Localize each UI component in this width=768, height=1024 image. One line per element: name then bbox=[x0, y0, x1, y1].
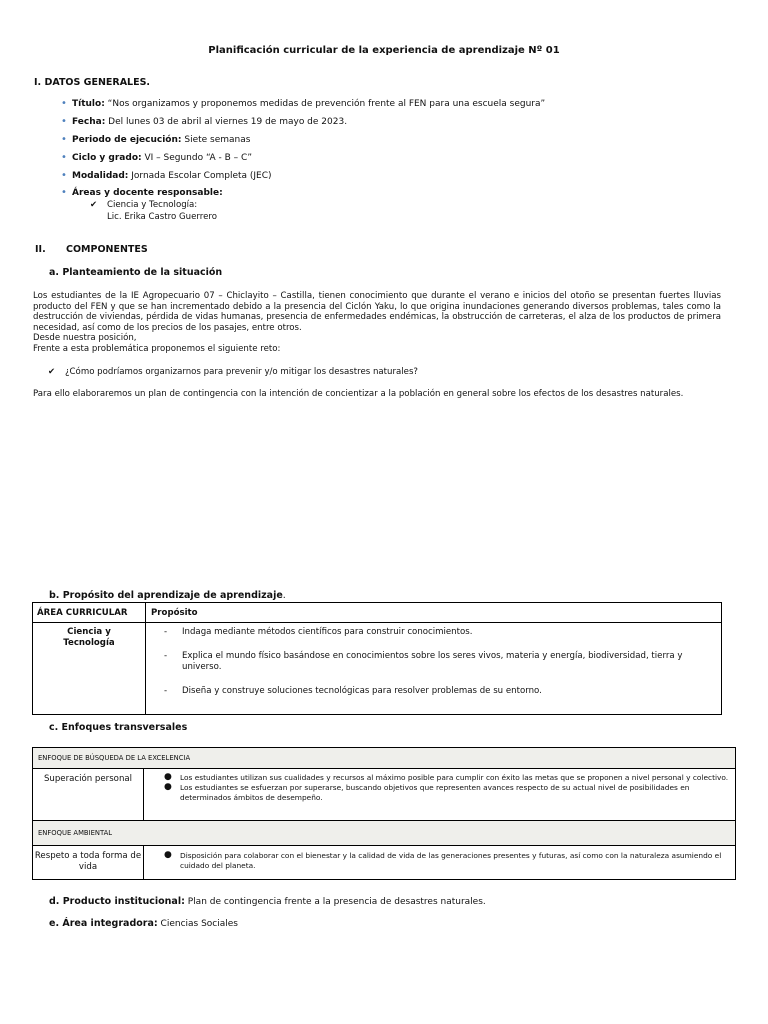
approach-value: Respeto a toda forma de vida bbox=[33, 846, 144, 880]
approach-band: ENFOQUE DE BÚSQUEDA DE LA EXCELENCIA bbox=[33, 748, 736, 769]
challenge-question: ¿Cómo podríamos organizarnos para prevenir y/o mitigar los desastres naturales? bbox=[65, 367, 418, 377]
checkmark-icon: ✔ bbox=[48, 367, 56, 377]
purpose-table bbox=[32, 602, 722, 715]
bullet-icon: ● bbox=[164, 772, 172, 782]
section-heading-componentes: COMPONENTES bbox=[66, 244, 148, 255]
situation-paragraph: Los estudiantes de la IE Agropecuario 07 – Chiclayito – Castilla, tienen conocimiento que durante el verano e inicios del otoño se presentan fuertes lluvias producto del FEN y que se han incrementado debido a la presencia del Ciclón Yaku, lo que origina inundaciones generando diversos problemas, tales como la destrucción de viviendas, pérdida de vidas humanas, presencia de enfermedades endémicas, la obstrucción de carreteras, el alza de los productos de primera necesidad, así como de los precios de los pasajes, entre otros. bbox=[33, 291, 721, 333]
approach-band: ENFOQUE AMBIENTAL bbox=[33, 821, 736, 846]
area-name: Ciencia y Tecnología: bbox=[107, 200, 198, 210]
bullet-icon: • bbox=[61, 152, 67, 163]
section-heading-datos-generales: I. DATOS GENERALES. bbox=[34, 77, 151, 88]
list-item: - Diseña y construye soluciones tecnológicas para resolver problemas de su entorno. bbox=[164, 685, 542, 696]
list-item: - Indaga mediante métodos científicos para construir conocimientos. bbox=[164, 627, 473, 637]
approach-actions bbox=[144, 846, 736, 880]
list-item: - Explica el mundo físico basándose en conocimientos sobre los seres vivos, materia y energía, biodiversidad, tierra y universo. bbox=[164, 650, 683, 672]
integrating-area-line: e. Área integradora: Ciencias Sociales bbox=[49, 918, 238, 929]
table-cell-purposes bbox=[146, 623, 722, 715]
situation-line: Desde nuestra posición, bbox=[33, 333, 137, 343]
subheading-enfoques: c. Enfoques transversales bbox=[49, 722, 188, 733]
subheading-proposito: b. Propósito del aprendizaje de aprendizaje. bbox=[49, 590, 286, 601]
list-item: ● Los estudiantes utilizan sus cualidades y recursos al máximo posible para cumplir con éxito las metas que se proponen a nivel personal y colectivo. bbox=[164, 772, 729, 782]
bullet-icon: • bbox=[61, 116, 67, 127]
closing-paragraph: Para ello elaboraremos un plan de contingencia con la intención de concientizar a la población en general sobre los efectos de los desastres naturales. bbox=[33, 389, 684, 399]
bullet-icon: • bbox=[61, 187, 67, 198]
section-number: II. bbox=[35, 244, 46, 255]
list-item: ● Los estudiantes se esfuerzan por superarse, buscando objetivos que representen avances respecto de su actual nivel de posibilidades en determinados ámbitos de desempeño. bbox=[164, 782, 690, 802]
checkmark-icon: ✔ bbox=[90, 200, 98, 210]
product-line: d. Producto institucional: Plan de contingencia frente a la presencia de desastres naturales. bbox=[49, 896, 486, 907]
bullet-icon: ● bbox=[164, 782, 172, 792]
list-item-titulo: • Título: “Nos organizamos y proponemos medidas de prevención frente al FEN para una escuela segura” bbox=[61, 98, 546, 109]
list-item-periodo: • Periodo de ejecución: Siete semanas bbox=[61, 134, 251, 145]
list-item: ● Disposición para colaborar con el bienestar y la calidad de vida de las generaciones presentes y futuras, así como con la naturaleza asumiendo el cuidado del planeta. bbox=[164, 850, 722, 870]
table-header-proposito: Propósito bbox=[146, 603, 722, 623]
list-item-fecha: • Fecha: Del lunes 03 de abril al viernes 19 de mayo de 2023. bbox=[61, 116, 348, 127]
approach-actions bbox=[144, 769, 736, 821]
approaches-table bbox=[32, 747, 736, 880]
approach-value: Superación personal bbox=[33, 769, 144, 821]
situation-line: Frente a esta problemática proponemos el siguiente reto: bbox=[33, 344, 281, 354]
teacher-name: Lic. Erika Castro Guerrero bbox=[107, 212, 217, 222]
bullet-icon: ● bbox=[164, 850, 172, 860]
list-item-modalidad: • Modalidad: Jornada Escolar Completa (JEC) bbox=[61, 170, 272, 181]
table-cell-area: Ciencia y Tecnología bbox=[33, 623, 146, 715]
bullet-icon: • bbox=[61, 98, 67, 109]
table-header-area: ÁREA CURRICULAR bbox=[33, 603, 146, 623]
subheading-planteamiento: a. Planteamiento de la situación bbox=[49, 267, 223, 278]
bullet-icon: • bbox=[61, 134, 67, 145]
list-item-areas: • Áreas y docente responsable: bbox=[61, 187, 223, 198]
document-title: Planificación curricular de la experiencia de aprendizaje Nº 01 bbox=[208, 45, 560, 56]
bullet-icon: • bbox=[61, 170, 67, 181]
list-item-ciclo: • Ciclo y grado: VI – Segundo “A - B – C” bbox=[61, 152, 253, 163]
